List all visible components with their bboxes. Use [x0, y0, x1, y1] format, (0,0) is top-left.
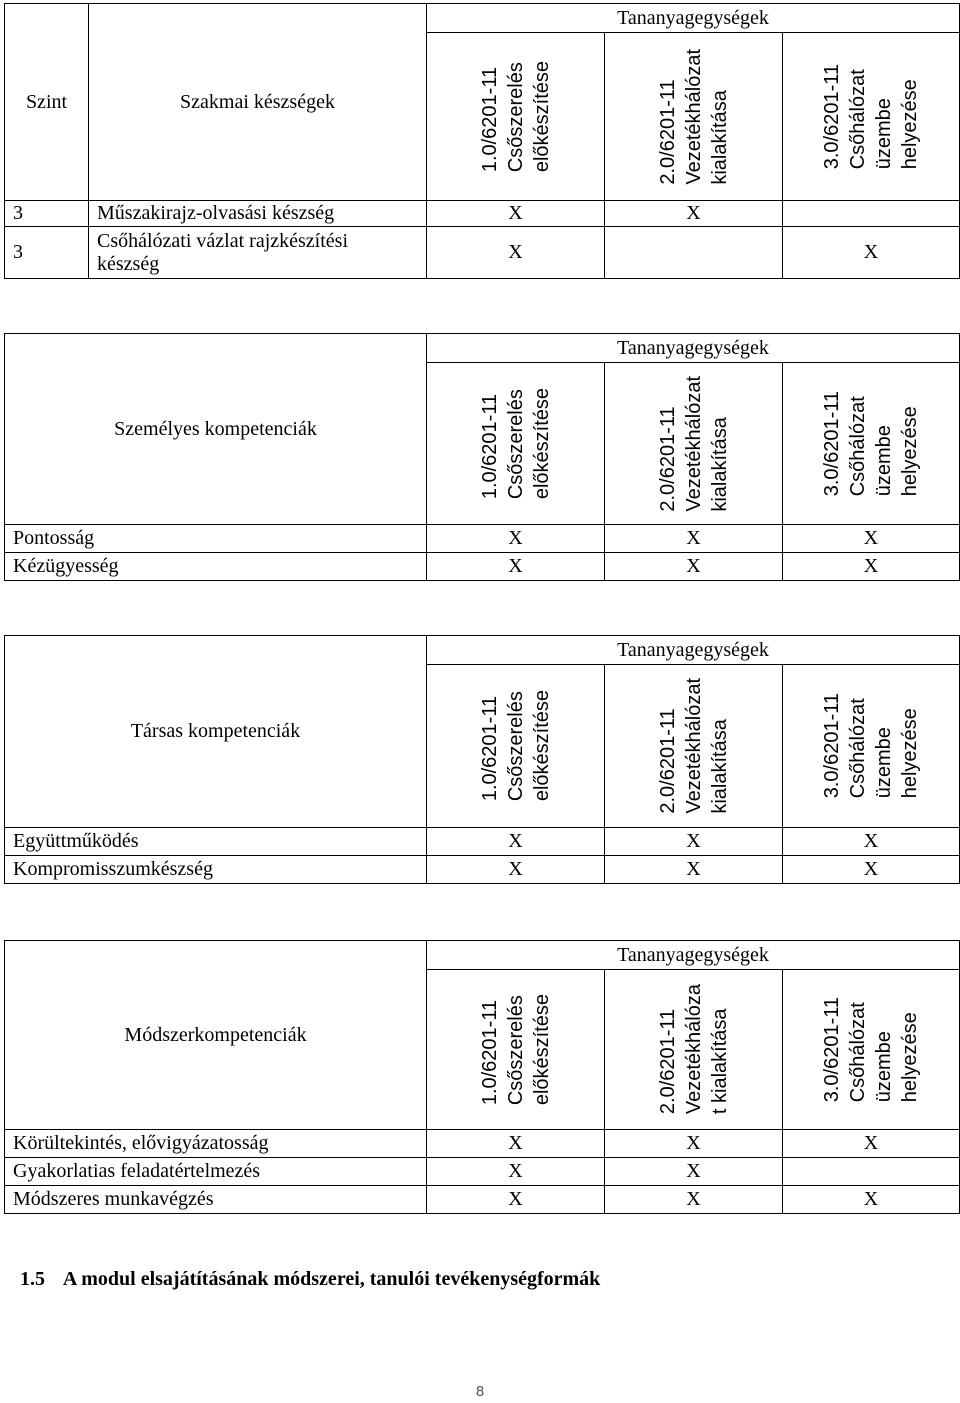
mark-cell: X: [427, 856, 605, 884]
mark-cell: X: [783, 1186, 960, 1214]
mark-cell: X: [605, 1130, 783, 1158]
section-number: 1.5: [20, 1268, 45, 1290]
table-row: [5, 227, 960, 279]
table-row: [5, 1158, 960, 1186]
table-row: [5, 1186, 960, 1214]
level-cell: 3: [5, 227, 89, 279]
unit-header-2: 2.0/6201-11 Vezetékhálóza t kialakítása: [605, 970, 783, 1130]
row-label: Gyakorlatias feladatértelmezés: [5, 1158, 427, 1186]
mark-cell: X: [783, 227, 960, 279]
unit-header-2: 2.0/6201-11 Vezetékhálózat kialakítása: [605, 33, 783, 201]
mark-cell: X: [605, 525, 783, 553]
units-group-header: Tananyagegységek: [427, 636, 960, 665]
mark-cell: X: [427, 201, 605, 227]
mark-cell: X: [783, 1130, 960, 1158]
table-row: [5, 1130, 960, 1158]
mark-cell: X: [427, 1186, 605, 1214]
unit-header-3: 3.0/6201-11 Csőhálózat üzembe helyezése: [783, 970, 960, 1130]
unit-header-1: 1.0/6201-11 Csőszerelés előkészítése: [427, 665, 605, 828]
unit-header-1: 1.0/6201-11 Csőszerelés előkészítése: [427, 363, 605, 525]
category-header: Társas kompetenciák: [5, 636, 427, 828]
page-number: 8: [475, 1383, 485, 1400]
method-competencies-table: [4, 940, 960, 1214]
mark-cell: X: [783, 828, 960, 856]
level-cell: 3: [5, 201, 89, 227]
mark-cell: X: [605, 1186, 783, 1214]
units-group-header: Tananyagegységek: [427, 4, 960, 33]
mark-cell: X: [605, 1158, 783, 1186]
table-row: [5, 856, 960, 884]
mark-cell: X: [605, 828, 783, 856]
section-title: A modul elsajátításának módszerei, tanulói tevékenységformák: [62, 1268, 601, 1290]
mark-cell: X: [427, 227, 605, 279]
unit-header-3: 3.0/6201-11 Csőhálózat üzembe helyezése: [783, 665, 960, 828]
row-label: Műszakirajz-olvasási készség: [89, 201, 427, 227]
mark-cell: X: [783, 856, 960, 884]
skills-table: [4, 3, 960, 279]
row-label: Körültekintés, elővigyázatosság: [5, 1130, 427, 1158]
row-label: Csőhálózati vázlat rajzkészítési készség: [89, 227, 427, 279]
mark-cell: X: [427, 1130, 605, 1158]
mark-cell: X: [427, 553, 605, 581]
mark-cell: X: [783, 553, 960, 581]
mark-cell: X: [427, 1158, 605, 1186]
table-row: [5, 201, 960, 227]
mark-cell: X: [427, 828, 605, 856]
mark-cell: X: [605, 856, 783, 884]
category-header: Személyes kompetenciák: [5, 334, 427, 525]
row-label: Pontosság: [5, 525, 427, 553]
category-header: Módszerkompetenciák: [5, 941, 427, 1130]
table-row: [5, 828, 960, 856]
table-row: [5, 553, 960, 581]
units-group-header: Tananyagegységek: [427, 941, 960, 970]
mark-cell: [783, 1158, 960, 1186]
mark-cell: [783, 201, 960, 227]
social-competencies-table: [4, 635, 960, 884]
row-label: Módszeres munkavégzés: [5, 1186, 427, 1214]
section-heading: [20, 1268, 600, 1291]
unit-header-1: 1.0/6201-11 Csőszerelés előkészítése: [427, 970, 605, 1130]
category-header: Szakmai készségek: [89, 4, 427, 201]
mark-cell: X: [427, 525, 605, 553]
row-label: Kézügyesség: [5, 553, 427, 581]
unit-header-1: 1.0/6201-11 Csőszerelés előkészítése: [427, 33, 605, 201]
mark-cell: X: [783, 525, 960, 553]
row-label: Kompromisszumkészség: [5, 856, 427, 884]
unit-header-2: 2.0/6201-11 Vezetékhálózat kialakítása: [605, 363, 783, 525]
table-row: [5, 525, 960, 553]
row-label: Együttműködés: [5, 828, 427, 856]
mark-cell: [605, 227, 783, 279]
personal-competencies-table: [4, 333, 960, 581]
units-group-header: Tananyagegységek: [427, 334, 960, 363]
unit-header-2: 2.0/6201-11 Vezetékhálózat kialakítása: [605, 665, 783, 828]
mark-cell: X: [605, 201, 783, 227]
unit-header-3: 3.0/6201-11 Csőhálózat üzembe helyezése: [783, 363, 960, 525]
unit-header-3: 3.0/6201-11 Csőhálózat üzembe helyezése: [783, 33, 960, 201]
level-header: Szint: [5, 4, 89, 201]
mark-cell: X: [605, 553, 783, 581]
